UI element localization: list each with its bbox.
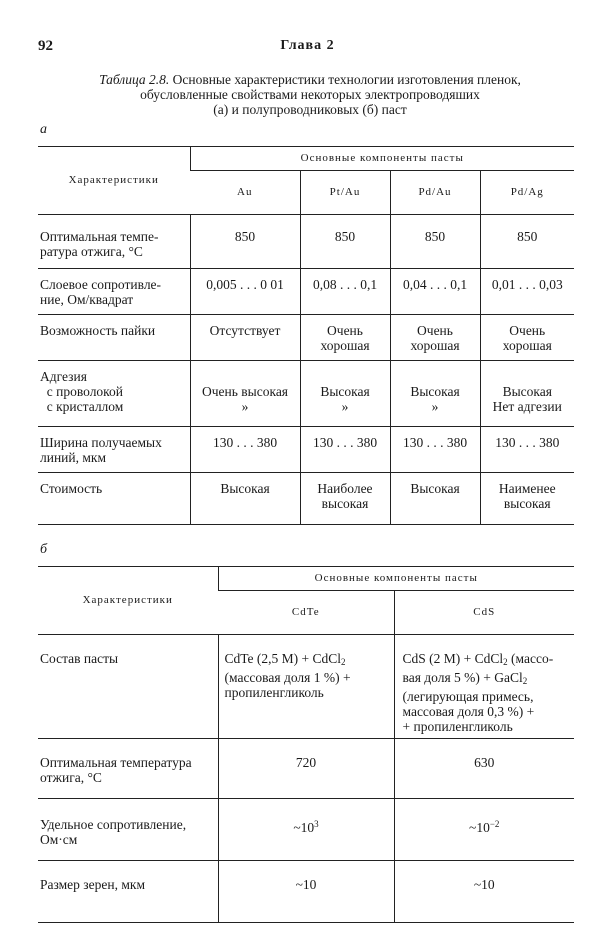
cell-pt-au: Наиболее высокая [300,473,390,525]
cell-pt-au: 850 [300,215,390,269]
column-header-cdte: CdTe [291,606,320,618]
row-name: Размер зерен, мкм [40,877,145,892]
cell-cds-composition: CdS (2 М) + CdCl$_2$ (массо- вая доля 5 %) + GaCl$_2$ (легирующая примесь, массовая доля 0,3 %) + + пропиленгликоль [394,635,574,739]
row-name: Оптимальная темпе- ратура отжига, °C [40,229,159,259]
table-a [38,146,574,525]
cell-pd-au: 130 . . . 380 [390,427,480,473]
cell-pd-ag: 850 [480,215,574,269]
running-head: Глава 2 [280,38,335,53]
table-b [38,566,574,923]
column-header-cds: CdS [394,591,574,635]
cell-pt-au: 0,08 . . . 0,1 [300,269,390,315]
column-header-au: Au [237,186,253,198]
table-caption [40,72,580,117]
row-name: Слоевое сопротивле- ние, Ом/квадрат [40,277,162,307]
caption-label: Таблица 2.8. [99,72,170,87]
header-components-group: Основные компоненты пасты [218,567,574,591]
cell-pt-au: Высокая » [300,361,390,427]
row-name: Ширина получаемых линий, мкм [40,435,162,465]
cell-cds-grain: ~10 [394,861,574,923]
cell-pd-ag: Высокая Нет адгезии [480,361,574,427]
header-characteristics: Характеристики [68,174,159,186]
table-row [38,215,574,269]
cell-au: 0,005 . . . 0 01 [190,269,300,315]
cell-pd-au: 0,04 . . . 0,1 [390,269,480,315]
cell-cdte-temperature: 720 [218,739,394,799]
cell-pd-ag: Очень хорошая [480,315,574,361]
cell-pd-ag: 0,01 . . . 0,03 [480,269,574,315]
page-number: 92 [38,38,53,54]
table-row [38,427,574,473]
cell-au: Отсутствует [190,315,300,361]
cell-cdte-grain: ~10 [218,861,394,923]
cell-au: 850 [190,215,300,269]
caption-line-3: (а) и полупроводниковых (б) паст [213,102,407,117]
cell-cds-temperature: 630 [394,739,574,799]
cell-pd-au: 850 [390,215,480,269]
cell-pd-au: Высокая » [390,361,480,427]
row-name: Стоимость [40,481,103,496]
row-name: Адгезия с проволокой с кристаллом [40,369,124,414]
table-b-label: б [40,542,48,557]
cell-au: Очень высокая » [190,361,300,427]
cell-au: Высокая [190,473,300,525]
header-characteristics: Характеристики [82,594,173,606]
table-row [38,861,574,923]
cell-cds-resistivity: $\sim 10^{-2}$ [394,799,574,861]
cell-cdte-composition: CdTe (2,5 М) + CdCl$_2$ (массовая доля 1 %) + пропиленгликоль [218,635,394,739]
header-components-group: Основные компоненты пасты [190,147,574,171]
cell-pt-au: 130 . . . 380 [300,427,390,473]
cell-pd-au: Очень хорошая [390,315,480,361]
row-name: Оптимальная температура отжига, °C [40,755,192,785]
table-row [38,739,574,799]
caption-line-1: Основные характеристики технологии изготовления пленок, [169,72,521,87]
table-row [38,635,574,739]
column-header-pd-au: Pd/Au [390,171,480,215]
row-name: Удельное сопротивление, Ом·см [40,817,187,847]
cell-cdte-resistivity: $\sim 10^3$ [218,799,394,861]
table-row [38,315,574,361]
cell-pt-au: Очень хорошая [300,315,390,361]
table-row [38,799,574,861]
table-row [38,361,574,427]
caption-line-2: обусловленные свойствами некоторых электропроводяших [140,87,480,102]
row-name: Возможность пайки [40,323,156,338]
cell-au: 130 . . . 380 [190,427,300,473]
cell-pd-ag: 130 . . . 380 [480,427,574,473]
column-header-pt-au: Pt/Au [300,171,390,215]
table-row [38,269,574,315]
cell-pd-ag: Наименее высокая [480,473,574,525]
column-header-pd-ag: Pd/Ag [480,171,574,215]
row-name: Состав пасты [40,651,119,666]
table-row [38,473,574,525]
cell-pd-au: Высокая [390,473,480,525]
table-a-label: а [40,122,47,137]
